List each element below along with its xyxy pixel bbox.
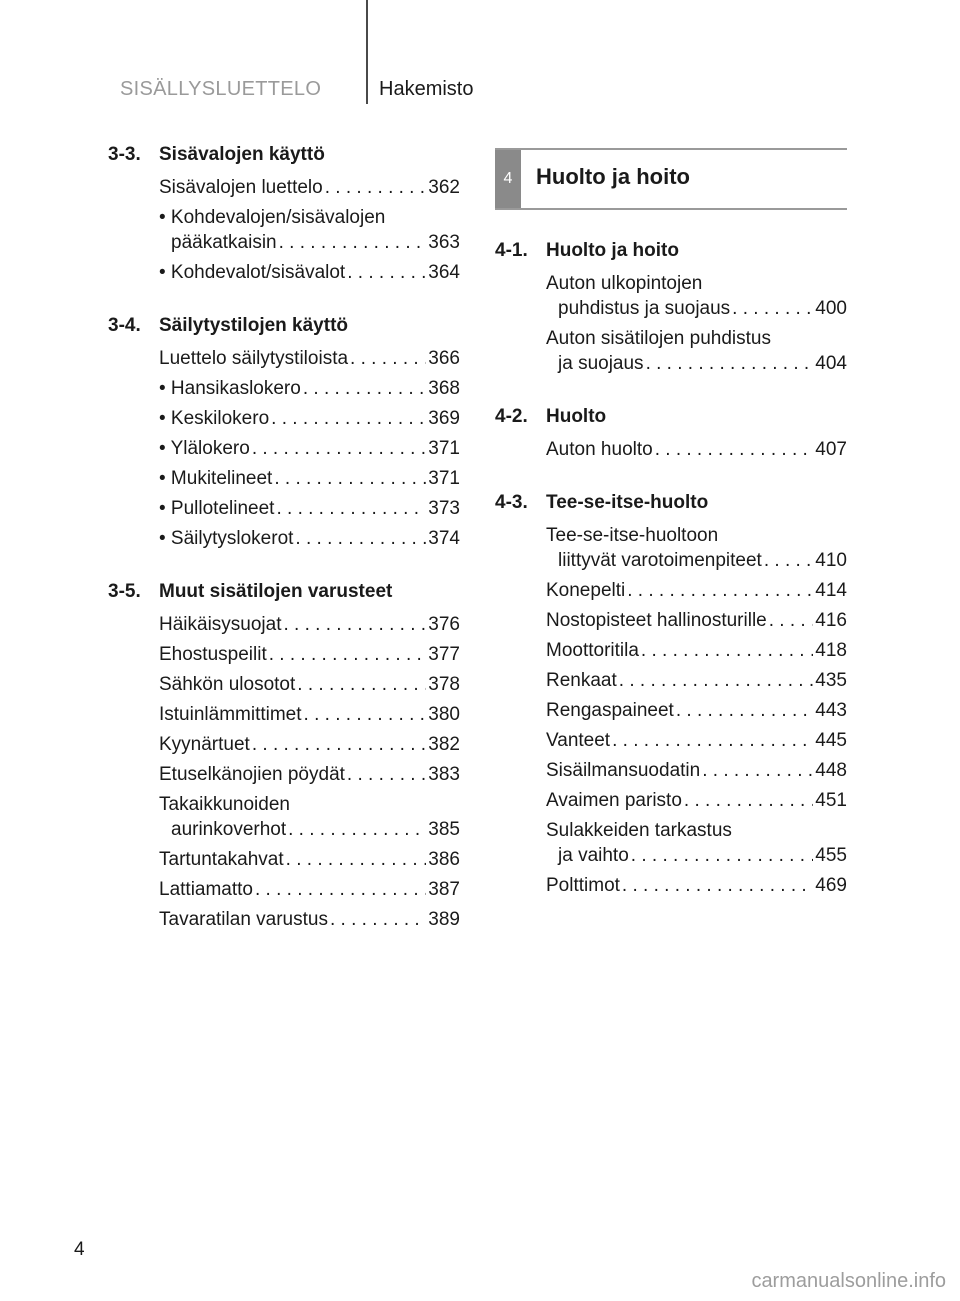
section-number: 3-3. bbox=[108, 144, 141, 165]
toc-entry[interactable] bbox=[108, 175, 460, 200]
section-number: 4-1. bbox=[495, 240, 528, 261]
entry-text: Polttimot bbox=[546, 875, 620, 896]
leader-dots bbox=[288, 817, 426, 842]
entry-page: 378 bbox=[428, 674, 460, 695]
entry-text: Tavaratilan varustus bbox=[159, 909, 328, 930]
leader-dots bbox=[330, 907, 426, 932]
entry-text: • Kohdevalojen/sisävalojen bbox=[159, 207, 386, 228]
section-heading[interactable] bbox=[108, 140, 460, 170]
entry-text: Luettelo säilytystiloista bbox=[159, 348, 349, 369]
entry-page: 386 bbox=[428, 849, 460, 870]
toc-entry[interactable] bbox=[108, 792, 460, 842]
entry-page: 382 bbox=[428, 734, 460, 755]
leader-dots bbox=[619, 668, 814, 693]
entry-text-continued: puhdistus ja suojaus bbox=[558, 298, 731, 319]
entry-text: Auton huolto bbox=[546, 439, 653, 460]
entry-text: • Säilytyslokerot bbox=[159, 528, 294, 549]
entry-text: Avaimen paristo bbox=[546, 790, 682, 811]
leader-dots bbox=[276, 496, 426, 521]
toc-entry[interactable] bbox=[108, 612, 460, 637]
entry-text: • Hansikaslokero bbox=[159, 378, 301, 399]
leader-dots bbox=[631, 843, 814, 868]
leader-dots bbox=[286, 847, 427, 872]
toc-entry[interactable] bbox=[495, 578, 847, 603]
toc-entry[interactable] bbox=[108, 376, 460, 401]
toc-section bbox=[495, 488, 847, 898]
section-number: 3-5. bbox=[108, 581, 141, 602]
index-tab[interactable]: Hakemisto bbox=[379, 78, 474, 100]
entry-text: Sisäilmansuodatin bbox=[546, 760, 701, 781]
toc-entry[interactable] bbox=[108, 466, 460, 491]
entry-page: 377 bbox=[428, 644, 460, 665]
entry-line bbox=[546, 351, 847, 376]
toc-entry[interactable] bbox=[495, 698, 847, 723]
entry-page: 400 bbox=[815, 298, 847, 319]
toc-entry[interactable] bbox=[108, 877, 460, 902]
entry-page: 448 bbox=[815, 760, 847, 781]
toc-entry[interactable] bbox=[495, 818, 847, 868]
toc-entry[interactable] bbox=[108, 406, 460, 431]
left-column bbox=[108, 140, 460, 958]
toc-entry[interactable] bbox=[108, 260, 460, 285]
entry-page: 373 bbox=[428, 498, 460, 519]
leader-dots bbox=[252, 436, 426, 461]
entry-text: Sähkön ulosotot bbox=[159, 674, 296, 695]
toc-entry[interactable] bbox=[495, 788, 847, 813]
section-heading[interactable] bbox=[495, 488, 847, 518]
leader-dots bbox=[252, 732, 426, 757]
entry-page: 363 bbox=[428, 232, 460, 253]
leader-dots bbox=[684, 788, 813, 813]
leader-dots bbox=[732, 296, 813, 321]
section-title: Sisävalojen käyttö bbox=[159, 144, 325, 165]
entry-page: 455 bbox=[815, 845, 847, 866]
chapter-number-tab: 4 bbox=[495, 150, 521, 208]
entry-page: 374 bbox=[428, 528, 460, 549]
entry-text: • Ylälokero bbox=[159, 438, 250, 459]
entry-page: 407 bbox=[815, 439, 847, 460]
entry-text: Tee-se-itse-huoltoon bbox=[546, 525, 719, 546]
entry-page: 418 bbox=[815, 640, 847, 661]
entry-text: Takaikkunoiden bbox=[159, 794, 290, 815]
entry-page: 371 bbox=[428, 438, 460, 459]
section-heading[interactable] bbox=[495, 236, 847, 266]
entry-text: Ehostuspeilit bbox=[159, 644, 267, 665]
entry-text: Lattiamatto bbox=[159, 879, 253, 900]
entry-text: • Keskilokero bbox=[159, 408, 270, 429]
entry-text: Rengaspaineet bbox=[546, 700, 674, 721]
entry-line bbox=[546, 296, 847, 321]
entry-page: 362 bbox=[428, 177, 460, 198]
leader-dots bbox=[350, 346, 426, 371]
section-heading[interactable] bbox=[495, 402, 847, 432]
entry-text: • Kohdevalot/sisävalot bbox=[159, 262, 346, 283]
toc-entry[interactable] bbox=[495, 326, 847, 376]
entry-line bbox=[546, 843, 847, 868]
leader-dots bbox=[764, 548, 813, 573]
entry-text: Häikäisysuojat bbox=[159, 614, 282, 635]
leader-dots bbox=[646, 351, 814, 376]
entry-text: Konepelti bbox=[546, 580, 626, 601]
entry-text: Kyynärtuet bbox=[159, 734, 250, 755]
section-title: Säilytystilojen käyttö bbox=[159, 315, 349, 336]
entry-page: 371 bbox=[428, 468, 460, 489]
leader-dots bbox=[769, 608, 814, 633]
entry-page: 380 bbox=[428, 704, 460, 725]
leader-dots bbox=[295, 526, 426, 551]
section-title: Huolto ja hoito bbox=[546, 240, 679, 261]
section-title: Huolto bbox=[546, 406, 607, 427]
toc-entry[interactable] bbox=[495, 873, 847, 898]
toc-section bbox=[108, 140, 460, 285]
entry-page: 368 bbox=[428, 378, 460, 399]
toc-entry[interactable] bbox=[495, 437, 847, 462]
toc-entry[interactable] bbox=[108, 762, 460, 787]
toc-section bbox=[495, 402, 847, 462]
toc-entry[interactable] bbox=[108, 672, 460, 697]
toc-entry[interactable] bbox=[495, 608, 847, 633]
entry-page: 404 bbox=[815, 353, 847, 374]
right-column bbox=[495, 236, 847, 924]
leader-dots bbox=[676, 698, 813, 723]
leader-dots bbox=[269, 642, 427, 667]
leader-dots bbox=[627, 578, 813, 603]
entry-page: 387 bbox=[428, 879, 460, 900]
toc-entry[interactable] bbox=[495, 758, 847, 783]
entry-page: 383 bbox=[428, 764, 460, 785]
entry-text-continued: aurinkoverhot bbox=[171, 819, 287, 840]
toc-section bbox=[495, 236, 847, 376]
section-number: 4-2. bbox=[495, 406, 528, 427]
entry-line bbox=[546, 548, 847, 573]
section-title: Muut sisätilojen varusteet bbox=[159, 581, 393, 602]
toc-entry[interactable] bbox=[108, 907, 460, 932]
toc-entry[interactable] bbox=[108, 642, 460, 667]
toc-entry[interactable] bbox=[108, 496, 460, 521]
entry-text: • Pullotelineet bbox=[159, 498, 275, 519]
entry-page: 410 bbox=[815, 550, 847, 571]
leader-dots bbox=[641, 638, 813, 663]
entry-page: 416 bbox=[815, 610, 847, 631]
leader-dots bbox=[655, 437, 814, 462]
toc-entry[interactable] bbox=[108, 436, 460, 461]
entry-text: • Mukitelineet bbox=[159, 468, 273, 489]
leader-dots bbox=[347, 762, 426, 787]
leader-dots bbox=[279, 230, 427, 255]
toc-entry[interactable] bbox=[495, 271, 847, 321]
entry-page: 389 bbox=[428, 909, 460, 930]
leader-dots bbox=[304, 702, 427, 727]
leader-dots bbox=[255, 877, 426, 902]
leader-dots bbox=[325, 175, 427, 200]
toc-entry[interactable] bbox=[495, 638, 847, 663]
toc-section bbox=[108, 577, 460, 932]
leader-dots bbox=[303, 376, 426, 401]
leader-dots bbox=[622, 873, 813, 898]
entry-line bbox=[159, 230, 460, 255]
entry-page: 451 bbox=[815, 790, 847, 811]
entry-text: Renkaat bbox=[546, 670, 617, 691]
entry-page: 443 bbox=[815, 700, 847, 721]
section-title: Tee-se-itse-huolto bbox=[546, 492, 709, 513]
chapter-header bbox=[495, 148, 847, 210]
leader-dots bbox=[284, 612, 427, 637]
entry-page: 364 bbox=[428, 262, 460, 283]
toc-tab[interactable]: SISÄLLYSLUETTELO bbox=[120, 78, 322, 100]
toc-entry[interactable] bbox=[495, 728, 847, 753]
entry-page: 366 bbox=[428, 348, 460, 369]
chapter-title: Huolto ja hoito bbox=[536, 164, 690, 189]
section-number: 3-4. bbox=[108, 315, 141, 336]
section-number: 4-3. bbox=[495, 492, 528, 513]
entry-page: 414 bbox=[815, 580, 847, 601]
entry-text: Sulakkeiden tarkastus bbox=[546, 820, 732, 841]
entry-text: Etuselkänojien pöydät bbox=[159, 764, 345, 785]
toc-entry[interactable] bbox=[108, 205, 460, 255]
leader-dots bbox=[347, 260, 426, 285]
leader-dots bbox=[274, 466, 426, 491]
entry-text: Moottoritila bbox=[546, 640, 639, 661]
entry-page: 469 bbox=[815, 875, 847, 896]
toc-entry[interactable] bbox=[495, 523, 847, 573]
leader-dots bbox=[271, 406, 426, 431]
entry-page: 376 bbox=[428, 614, 460, 635]
entry-text: Istuinlämmittimet bbox=[159, 704, 302, 725]
toc-section bbox=[108, 311, 460, 551]
toc-entry[interactable] bbox=[108, 847, 460, 872]
section-heading[interactable] bbox=[108, 311, 460, 341]
toc-entry[interactable] bbox=[495, 668, 847, 693]
leader-dots bbox=[612, 728, 813, 753]
entry-page: 385 bbox=[428, 819, 460, 840]
entry-line bbox=[159, 817, 460, 842]
entry-text-continued: ja vaihto bbox=[558, 845, 629, 866]
section-heading[interactable] bbox=[108, 577, 460, 607]
entry-text: Vanteet bbox=[546, 730, 611, 751]
entry-text: Auton ulkopintojen bbox=[546, 273, 703, 294]
toc-entry[interactable] bbox=[108, 732, 460, 757]
entry-page: 369 bbox=[428, 408, 460, 429]
entry-page: 435 bbox=[815, 670, 847, 691]
page-number: 4 bbox=[74, 1239, 85, 1260]
leader-dots bbox=[702, 758, 813, 783]
leader-dots bbox=[297, 672, 426, 697]
toc-entry[interactable] bbox=[108, 346, 460, 371]
entry-page: 445 bbox=[815, 730, 847, 751]
footer-watermark: carmanualsonline.info bbox=[751, 1270, 946, 1292]
entry-text-continued: liittyvät varotoimenpiteet bbox=[558, 550, 762, 571]
entry-text: Auton sisätilojen puhdistus bbox=[546, 328, 771, 349]
toc-entry[interactable] bbox=[108, 702, 460, 727]
toc-entry[interactable] bbox=[108, 526, 460, 551]
entry-text: Nostopisteet hallinosturille bbox=[546, 610, 767, 631]
entry-text: Tartuntakahvat bbox=[159, 849, 284, 870]
entry-text: Sisävalojen luettelo bbox=[159, 177, 323, 198]
header-divider bbox=[366, 0, 368, 104]
entry-text-continued: pääkatkaisin bbox=[171, 232, 277, 253]
entry-text-continued: ja suojaus bbox=[558, 353, 644, 374]
